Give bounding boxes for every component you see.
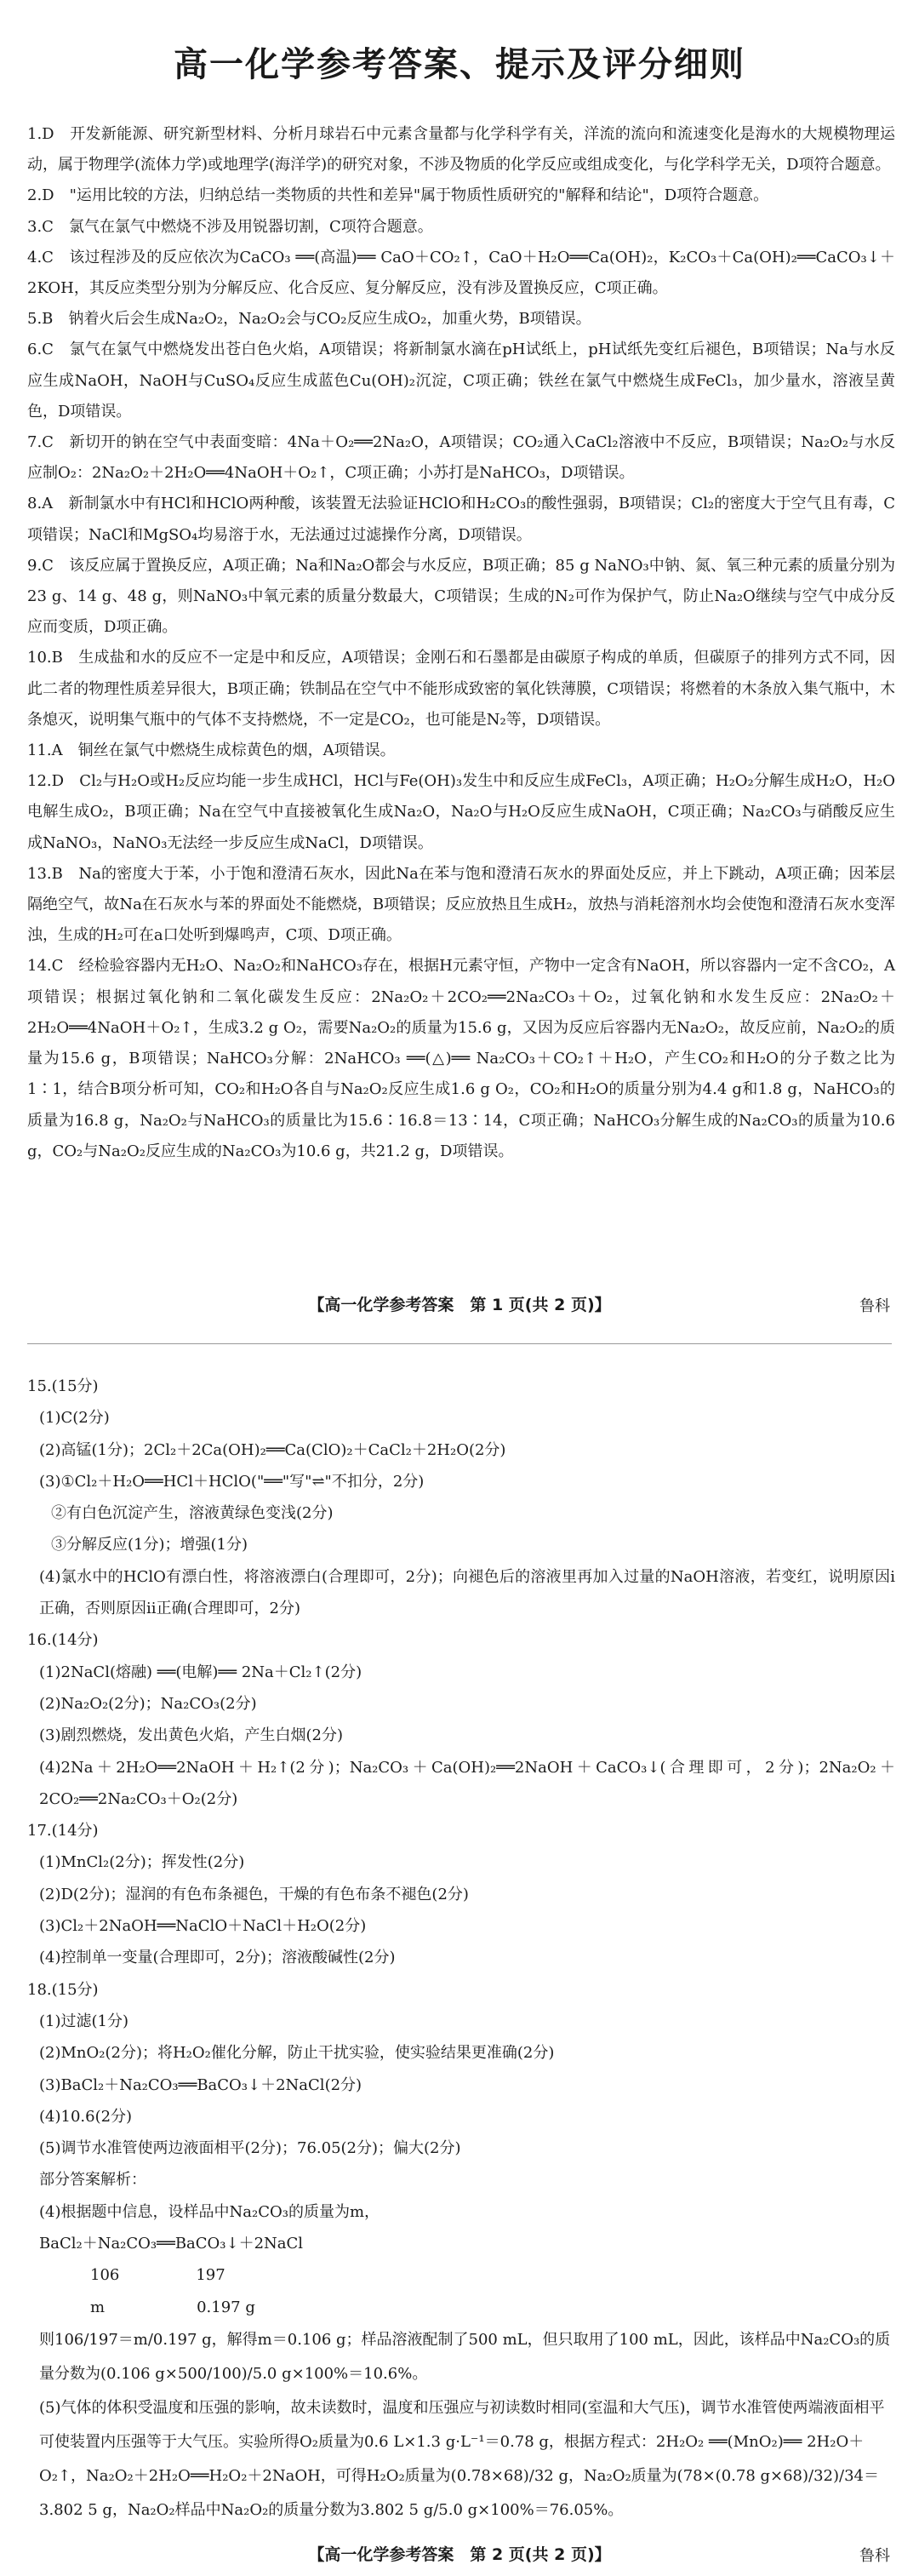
- question-heading: 18.(15分): [27, 1980, 99, 1999]
- answer-item: 11.A 铜丝在氯气中燃烧生成棕黄色的烟，A项错误。: [27, 741, 396, 760]
- answer-line: (1)MnCl₂(2分)；挥发性(2分): [39, 1853, 245, 1872]
- page-footer: [0, 1292, 919, 1323]
- answer-item: 2.D "运用比较的方法，归纳总结一类物质的共性和差异"属于物质性质研究的"解释和结论"，D项符合题意。: [27, 186, 769, 205]
- answer-item: 1.D 开发新能源、研究新型材料、分析月球岩石中元素含量都与化学科学有关，洋流的流向和流速变化是海水的大规模物理运动，属于物理学(流体力学)或地理学(海洋学)的研究对象，不涉及物质的化学反应或组成变化，与化学科学无关，D项符合题意。: [27, 125, 895, 175]
- footer-label: 【高一化学参考答案 第 1 页(共 2 页)】: [308, 1296, 611, 1314]
- answer-line: (3)剧烈燃烧，发出黄色火焰，产生白烟(2分): [39, 1726, 343, 1745]
- answer-line: ②有白色沉淀产生，溶液黄绿色变浅(2分): [51, 1504, 334, 1523]
- free-response-answers: [27, 1371, 895, 2527]
- answer-line: (2)Na₂O₂(2分)；Na₂CO₃(2分): [39, 1694, 257, 1713]
- answer-line: (3)①Cl₂＋H₂O══HCl＋HClO("══"写"⇌"不扣分，2分): [39, 1472, 425, 1491]
- multiple-choice-answers: [27, 119, 895, 1167]
- question-heading: 17.(14分): [27, 1822, 99, 1840]
- page-footer: [0, 2542, 919, 2573]
- answer-line: (2)高锰(1分)；2Cl₂＋2Ca(OH)₂══Ca(ClO)₂＋CaCl₂＋2H₂O(2分): [39, 1440, 506, 1459]
- footer-label: 【高一化学参考答案 第 2 页(共 2 页)】: [308, 2545, 611, 2564]
- answer-item: 13.B Na的密度大于苯，小于饱和澄清石灰水，因此Na在苯与饱和澄清石灰水的界面处反应，并上下跳动，A项正确；因苯层隔绝空气，故Na在石灰水与苯的界面处不能燃烧，B项错误；反应放热且生成H₂，放热与消耗溶剂水均会使饱和澄清石灰水变浑浊，生成的H₂可在a口处听到爆鸣声，C项、D项正确。: [27, 864, 895, 945]
- analysis-heading: 部分答案解析：: [39, 2171, 146, 2190]
- answer-line: (4)氯水中的HClO有漂白性，将溶液漂白(合理即可，2分)；向褪色后的溶液里再加入过量的NaOH溶液，若变红，说明原因ⅰ正确，否则原因ⅱ正确(合理即可，2分): [39, 1567, 895, 1618]
- footer-publisher: 鲁科: [859, 1297, 890, 1315]
- answer-line: (4)控制单一变量(合理即可，2分)；溶液酸碱性(2分): [39, 1949, 396, 1967]
- question-heading: 16.(14分): [27, 1631, 99, 1650]
- mass-line: m 0.197 g: [90, 2298, 255, 2316]
- equation-line: BaCl₂＋Na₂CO₃══BaCO₃↓＋2NaCl: [39, 2235, 304, 2253]
- footer-publisher: 鲁科: [859, 2547, 890, 2565]
- answer-line: ③分解反应(1分)；增强(1分): [51, 1536, 248, 1554]
- answer-line: (3)Cl₂＋2NaOH══NaClO＋NaCl＋H₂O(2分): [39, 1917, 367, 1936]
- answer-line: (4)2Na＋2H₂O══2NaOH＋H₂↑(2分)；Na₂CO₃＋Ca(OH)₂══2NaOH＋CaCO₃↓(合理即可，2分)；2Na₂O₂＋2CO₂══2Na₂CO₃＋O₂(2分): [39, 1758, 895, 1808]
- answer-line: (5)调节水准管使两边液面相平(2分)；76.05(2分)；偏大(2分): [39, 2139, 461, 2158]
- answer-item: 14.C 经检验容器内无H₂O、Na₂O₂和NaHCO₃存在，根据H元素守恒，产物中一定含有NaOH，所以容器内一定不含CO₂，A项错误；根据过氧化钠和二氧化碳发生反应：2Na₂O₂＋2CO₂══2Na₂CO₃＋O₂，过氧化钠和水发生反应：2Na₂O₂＋2H₂O══4NaOH＋O₂↑，生成3.2 g O₂，需要Na₂O₂的质量为15.6 g，又因为反应后容器内无Na₂O₂，故反应前，Na₂O₂的质量为15.6 g，B项错误；NaHCO₃分解：2NaHCO₃ ══(△)══ Na₂CO₃＋CO₂↑＋H₂O，产生CO₂和H₂O的分子数之比为1∶1，结合B项分析可知，CO₂和H₂O各自与Na₂O₂反应生成1.6 g O₂，CO₂和H₂O的质量分别为4.4 g和1.8 g，NaHCO₃的质量为16.8 g，Na₂O₂与NaHCO₃的质量比为15.6∶16.8＝13∶14，C项正确；NaHCO₃分解生成的Na₂CO₃的质量为10.6 g，CO₂与Na₂O₂反应生成的Na₂CO₃为10.6 g，共21.2 g，D项错误。: [27, 957, 895, 1160]
- answer-item: 12.D Cl₂与H₂O或H₂反应均能一步生成HCl，HCl与Fe(OH)₃发生中和反应生成FeCl₃，A项正确；H₂O₂分解生成H₂O，H₂O电解生成O₂，B项正确；Na在空气中直接被氧化生成Na₂O，Na₂O与H₂O反应生成NaOH，C项正确；Na₂CO₃与硝酸反应生成NaNO₃，NaNO₃无法经一步反应生成NaCl，D项错误。: [27, 772, 895, 852]
- calculation-line: 则106/197＝m/0.197 g，解得m＝0.106 g；样品溶液配制了500 mL，但只取用了100 mL，因此，该样品中Na₂CO₃的质量分数为(0.106 g×500/100)/5.0 g×100%＝10.6%。: [39, 2330, 891, 2383]
- answer-item: 5.B 钠着火后会生成Na₂O₂，Na₂O₂会与CO₂反应生成O₂，加重火势，B项错误。: [27, 310, 591, 329]
- analysis-line: (4)根据题中信息，设样品中Na₂CO₃的质量为m，: [39, 2202, 380, 2221]
- answer-line: (2)D(2分)；湿润的有色布条褪色，干燥的有色布条不褪色(2分): [39, 1885, 469, 1903]
- answer-line: (1)过滤(1分): [39, 2012, 128, 2030]
- answer-item: 7.C 新切开的钠在空气中表面变暗：4Na＋O₂══2Na₂O，A项错误；CO₂通入CaCl₂溶液中不反应，B项错误；Na₂O₂与水反应制O₂：2Na₂O₂＋2H₂O══4NaOH＋O₂↑，C项正确；小苏打是NaHCO₃，D项错误。: [27, 433, 895, 483]
- answer-item: 9.C 该反应属于置换反应，A项正确；Na和Na₂O都会与水反应，B项正确；85 g NaNO₃中钠、氮、氧三种元素的质量分别为23 g、14 g、48 g，则NaNO₃中氧元素的质量分数最大，C项错误；生成的N₂可作为保护气，防止Na₂O继续与空气中成分反应而变质，D项正确。: [27, 556, 895, 637]
- answer-item: 10.B 生成盐和水的反应不一定是中和反应，A项错误；金刚石和石墨都是由碳原子构成的单质，但碳原子的排列方式不同，因此二者的物理性质差异很大，B项正确；铁制品在空气中不能形成致密的氧化铁薄膜，C项错误；将燃着的木条放入集气瓶中，木条熄灭，说明集气瓶中的气体不支持燃烧，不一定是CO₂，也可能是N₂等，D项错误。: [27, 649, 895, 729]
- answer-line: (4)10.6(2分): [39, 2107, 133, 2126]
- answer-item: 3.C 氯气在氯气中燃烧不涉及用锐器切割，C项符合题意。: [27, 217, 433, 236]
- answer-line: (3)BaCl₂＋Na₂CO₃══BaCO₃↓＋2NaCl(2分): [39, 2075, 362, 2094]
- page-divider: [27, 1343, 892, 1344]
- answer-item: 8.A 新制氯水中有HCl和HClO两种酸，该装置无法验证HClO和H₂CO₃的酸性强弱，B项错误；Cl₂的密度大于空气且有毒，C项错误；NaCl和MgSO₄均易溶于水，无法通过过滤操作分离，D项错误。: [27, 495, 895, 544]
- answer-item: 6.C 氯气在氯气中燃烧发出苍白色火焰，A项错误；将新制氯水滴在pH试纸上，pH试纸先变红后褪色，B项错误；Na与水反应生成NaOH，NaOH与CuSO₄反应生成蓝色Cu(OH)₂沉淀，C项正确；铁丝在氯气中燃烧生成FeCl₃，加少量水，溶液呈黄色，D项错误。: [27, 341, 895, 421]
- answer-line: (1)C(2分): [39, 1409, 110, 1428]
- answer-line: (1)2NaCl(熔融) ══(电解)══ 2Na＋Cl₂↑(2分): [39, 1663, 362, 1681]
- question-heading: 15.(15分): [27, 1377, 99, 1395]
- answer-line: (2)MnO₂(2分)；将H₂O₂催化分解，防止干扰实验，使实验结果更准确(2分): [39, 2044, 555, 2063]
- page-title: 高一化学参考答案、提示及评分细则: [174, 45, 745, 84]
- answer-item: 4.C 该过程涉及的反应依次为CaCO₃ ══(高温)══ CaO＋CO₂↑，CaO＋H₂O══Ca(OH)₂，K₂CO₃＋Ca(OH)₂══CaCO₃↓＋2KOH，其反应类型分别为分解反应、化合反应、复分解反应，没有涉及置换反应，C项正确。: [27, 248, 895, 298]
- molar-mass-line: 106 197: [90, 2266, 225, 2285]
- calculation-line: (5)气体的体积受温度和压强的影响，故未读数时，温度和压强应与初读数时相同(室温和大气压)，调节水准管使两端液面相平可使装置内压强等于大气压。实验所得O₂质量为0.6 L×1.3 g·L⁻¹＝0.78 g，根据方程式：2H₂O₂ ══(MnO₂)══ 2H₂O＋O₂↑，Na₂O₂＋2H₂O══H₂O₂＋2NaOH，可得H₂O₂质量为(0.78×68)/32 g，Na₂O₂质量为(78×(0.78 g×68)/32)/34＝3.802 5 g，Na₂O₂样品中Na₂O₂的质量分数为3.802 5 g/5.0 g×100%＝76.05%。: [39, 2398, 885, 2519]
